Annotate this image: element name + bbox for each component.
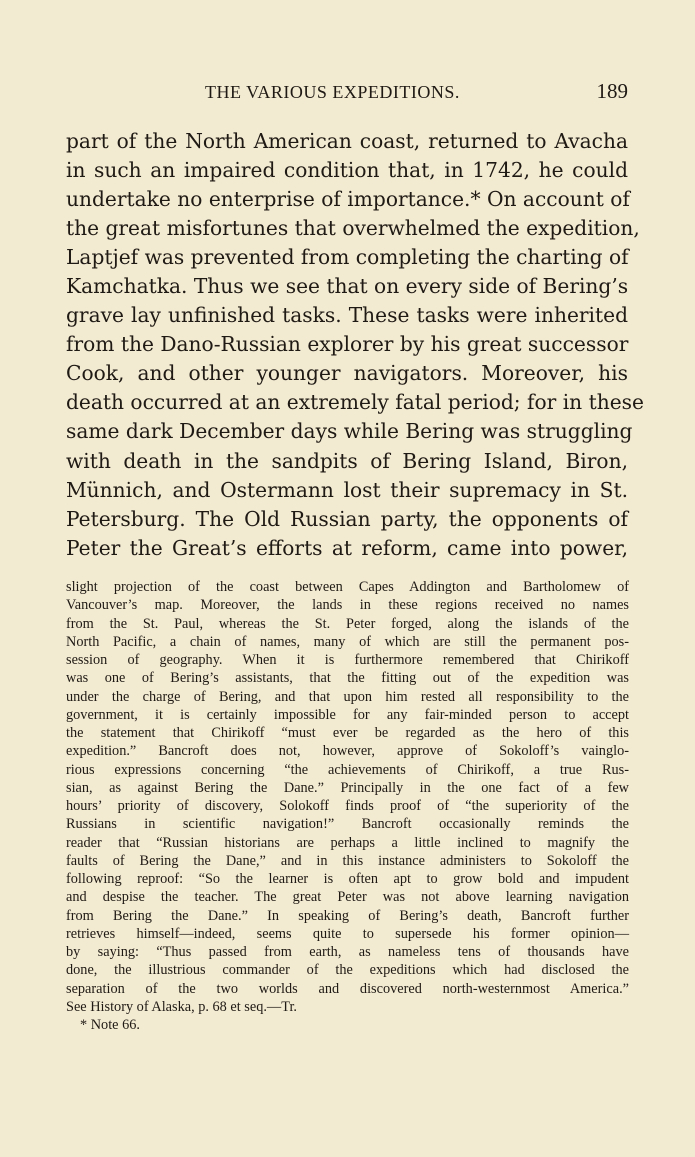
footnote-line: See History of Alaska, p. 68 et seq.—Tr. [66,998,297,1015]
footnote [66,578,629,1034]
page-number: 189 [596,79,628,103]
text-line: part of the North American coast, returned to Avacha [66,129,628,153]
text-line: Münnich, and Ostermann lost their supremacy in St. [66,477,628,502]
text-line: Laptjef was prevented from completing the charting of [66,245,629,270]
text-line: same dark December days while Bering was struggling [66,419,633,444]
footnote-line: and despise the teacher. The great Peter was not above learning navigation [66,889,629,906]
text-line: with death in the sandpits of Bering Island, Biron, [66,448,628,473]
footnote-marker: * Note 66. [80,1017,140,1033]
footnote-line: expedition.” Bancroft does not, however, approve of Sokoloff’s vainglo- [66,743,629,760]
text-line: death occurred at an extremely fatal period; for in these [66,390,644,415]
main-text [66,127,644,563]
text-line: Kamchatka. Thus we see that on every side of Bering’s [66,274,629,299]
footnote-line: separation of the two worlds and discovered north-westernmost America.” [66,980,629,997]
footnote-line: government, it is certainly impossible for any fair-minded person to accept [66,706,629,723]
footnote-line: following reproof: “So the learner is often apt to grow bold and impudent [66,871,629,887]
footnote-line: retrieves himself—indeed, seems quite to supersede his former opinion— [66,925,629,942]
footnote-line: was one of Bering’s assistants, that the fitting out of the expedition was [66,670,629,687]
text-line: Peter the Great’s efforts at reform, came into power, [66,535,628,560]
text-line: undertake no enterprise of importance.* On account of [66,187,630,212]
footnote-line: from Bering the Dane.” In speaking of Bering’s death, Bancroft further [66,907,629,924]
footnote-line: North Pacific, a chain of names, many of which are still the permanent pos- [66,633,629,650]
text-line: Petersburg. The Old Russian party, the opponents of [66,506,628,531]
footnote-line: the statement that Chirikoff “must ever be regarded as the hero of this [66,725,629,741]
text-line: grave lay unfinished tasks. These tasks were inherited [66,303,628,328]
footnote-line: under the charge of Bering, and that upon him rested all responsibility to the [66,688,629,705]
footnote-line: reader that “Russian historians are perhaps a little inclined to magnify the [66,834,629,851]
footnote-line: sian, as against Bering the Dane.” Principally in the one fact of a few [66,779,629,796]
text-line: Cook, and other younger navigators. Moreover, his [66,361,628,386]
footnote-line: faults of Bering the Dane,” and in this instance administers to Sokoloff the [66,852,629,869]
text-line: from the Dano-Russian explorer by his great successor [66,332,629,357]
footnote-line: slight projection of the coast between Capes Addington and Bartholomew of [66,579,629,595]
running-head: THE VARIOUS EXPEDITIONS. [205,82,460,102]
footnote-line: rious expressions concerning “the achievements of Chirikoff, a true Rus- [66,761,629,778]
footnote-line: Russians in scientific navigation!” Bancroft occasionally reminds the [66,816,629,833]
footnote-line: hours’ priority of discovery, Solokoff finds proof of “the superiority of the [66,798,629,814]
text-line: the great misfortunes that overwhelmed the expedition, [66,216,640,241]
footnote-line: Vancouver’s map. Moreover, the lands in these regions received no names [66,597,629,614]
footnote-line: session of geography. When it is furthermore remembered that Chirikoff [66,652,629,668]
footnote-line: by saying: “Thus passed from earth, as nameless tens of thousands have [66,944,629,960]
footnote-line: from the St. Paul, whereas the St. Peter forged, along the islands of the [66,615,629,632]
footnote-line: done, the illustrious commander of the expeditions which had disclosed the [66,962,629,979]
page-header [205,79,628,108]
text-line: in such an impaired condition that, in 1742, he could [66,158,628,183]
